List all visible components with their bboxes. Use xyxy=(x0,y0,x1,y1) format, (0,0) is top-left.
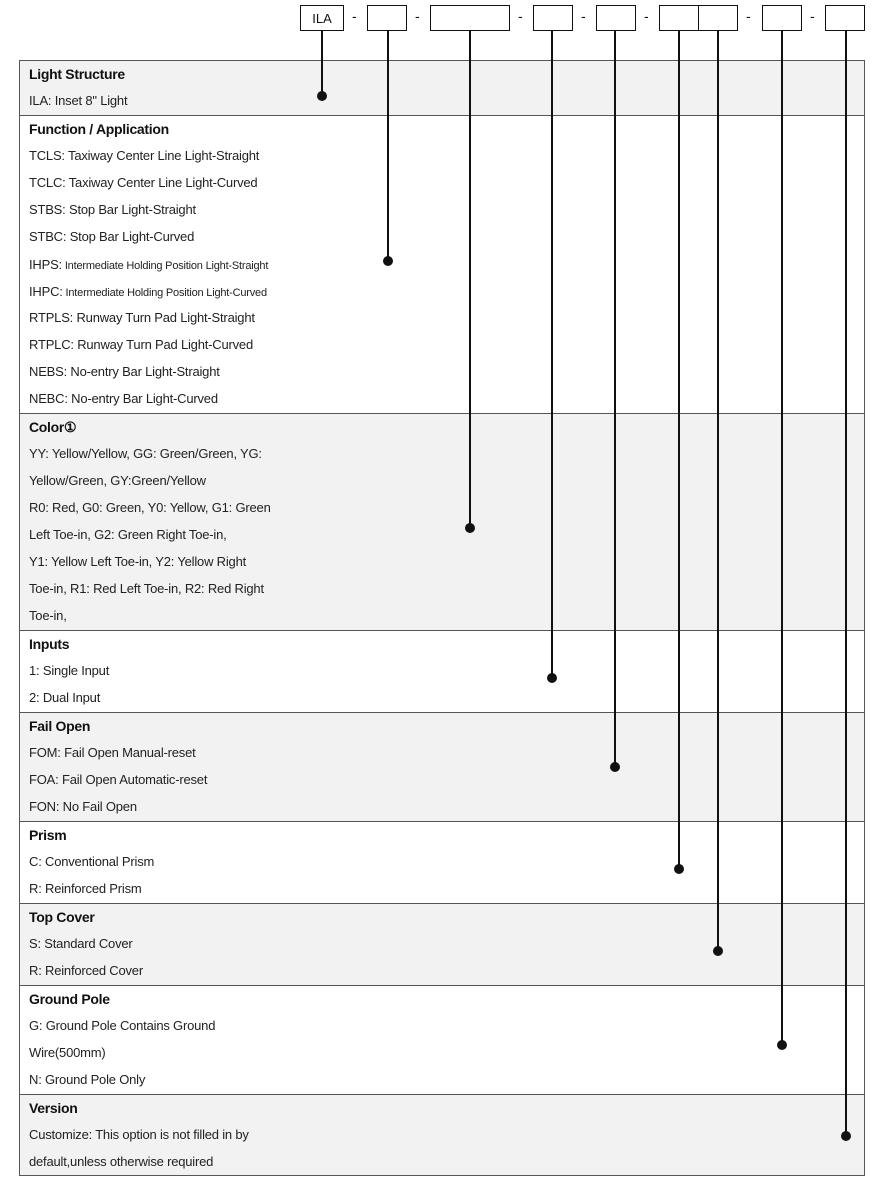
option-item: 2: Dual Input xyxy=(29,690,101,705)
option-desc: Intermediate Holding Position Light-Curved xyxy=(65,287,267,299)
option-item: default,unless otherwise required xyxy=(29,1154,214,1169)
connector-dot xyxy=(547,673,557,683)
option-item: ILA: Inset 8" Light xyxy=(29,93,128,108)
option-item: R: Reinforced Cover xyxy=(29,963,143,978)
option-item: FOA: Fail Open Automatic-reset xyxy=(29,772,208,787)
option-item: RTPLS: Runway Turn Pad Light-Straight xyxy=(29,310,255,325)
section-title: Version xyxy=(29,1100,78,1116)
section-title: Fail Open xyxy=(29,718,91,734)
option-item: R: Reinforced Prism xyxy=(29,881,142,896)
section-title: Ground Pole xyxy=(29,991,110,1007)
separator: - xyxy=(415,8,420,24)
section-title: Function / Application xyxy=(29,121,169,137)
connector-dot xyxy=(610,762,620,772)
option-item: NEBS: No-entry Bar Light-Straight xyxy=(29,364,220,379)
option-item: STBS: Stop Bar Light-Straight xyxy=(29,202,196,217)
option-item: Customize: This option is not filled in by xyxy=(29,1127,249,1142)
separator: - xyxy=(518,8,523,24)
option-item: TCLS: Taxiway Center Line Light-Straight xyxy=(29,148,260,163)
option-item: YY: Yellow/Yellow, GG: Green/Green, YG: xyxy=(29,446,262,461)
option-item: Toe-in, R1: Red Left Toe-in, R2: Red Right xyxy=(29,581,264,596)
option-item: C: Conventional Prism xyxy=(29,854,155,869)
section-title: Prism xyxy=(29,827,67,843)
option-desc: Intermediate Holding Position Light-Straight xyxy=(64,260,269,272)
connector-dot xyxy=(383,256,393,266)
option-code: IHPC: xyxy=(29,284,63,299)
option-code: IHPS: xyxy=(29,257,62,272)
separator: - xyxy=(810,8,815,24)
section-title: Light Structure xyxy=(29,66,125,82)
connector-dot xyxy=(317,91,327,101)
option-item: TCLC: Taxiway Center Line Light-Curved xyxy=(29,175,258,190)
separator: - xyxy=(746,8,751,24)
connector-dot xyxy=(841,1131,851,1141)
section-title: Inputs xyxy=(29,636,70,652)
connector-dot xyxy=(465,523,475,533)
option-item: RTPLC: Runway Turn Pad Light-Curved xyxy=(29,337,253,352)
option-item: STBC: Stop Bar Light-Curved xyxy=(29,229,195,244)
option-item: FON: No Fail Open xyxy=(29,799,137,814)
option-item: FOM: Fail Open Manual-reset xyxy=(29,745,196,760)
option-item: Y1: Yellow Left Toe-in, Y2: Yellow Right xyxy=(29,554,247,569)
connector-dot xyxy=(674,864,684,874)
option-item: R0: Red, G0: Green, Y0: Yellow, G1: Green xyxy=(29,500,271,515)
section-title: Color① xyxy=(29,419,77,435)
option-item: 1: Single Input xyxy=(29,663,110,678)
option-item: NEBC: No-entry Bar Light-Curved xyxy=(29,391,218,406)
option-item: Left Toe-in, G2: Green Right Toe-in, xyxy=(29,527,227,542)
section-title: Top Cover xyxy=(29,909,95,925)
option-item: Toe-in, xyxy=(29,608,67,623)
option-item: G: Ground Pole Contains Ground xyxy=(29,1018,216,1033)
connector-dot xyxy=(713,946,723,956)
connector-dot xyxy=(777,1040,787,1050)
option-item: N: Ground Pole Only xyxy=(29,1072,146,1087)
code-box-1: ILA xyxy=(300,5,344,31)
option-item: Yellow/Green, GY:Green/Yellow xyxy=(29,473,206,488)
option-item: Wire(500mm) xyxy=(29,1045,106,1060)
option-item: S: Standard Cover xyxy=(29,936,133,951)
separator: - xyxy=(352,8,357,24)
separator: - xyxy=(581,8,586,24)
separator: - xyxy=(644,8,649,24)
